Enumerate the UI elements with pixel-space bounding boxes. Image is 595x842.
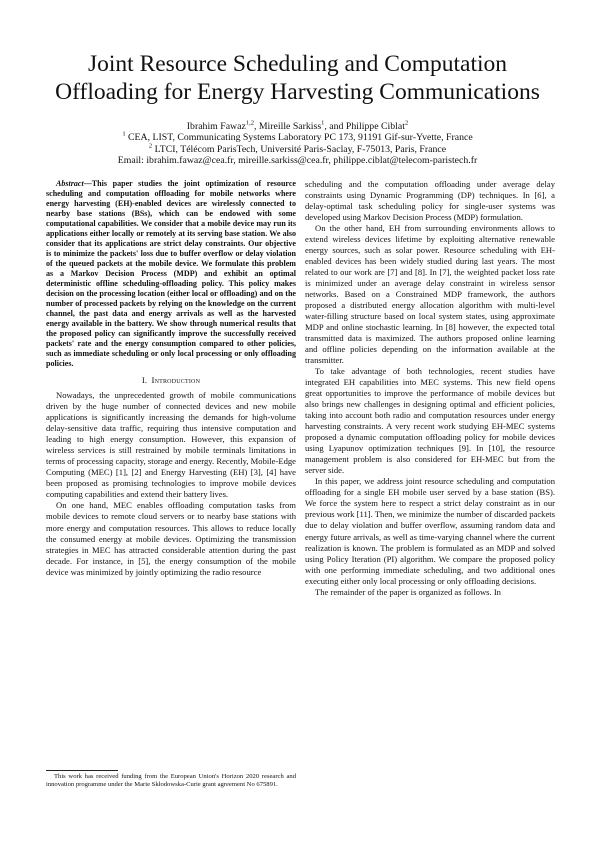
affiliation-2 [30,144,565,155]
affiliation-1 [30,132,565,143]
abstract [46,179,296,369]
footnote-divider [46,770,118,771]
author-3-affil: 2 [404,119,409,127]
author-1: Ibrahim Fawaz [186,121,246,132]
paper-title [30,50,565,106]
funding-footnote: This work has received funding from the European Union's Horizon 2020 research and innovation programme under the Marie Skłodowska-Curie grant agreement No 675891. [46,773,296,789]
paper-title-line-1: Joint Resource Scheduling and Computation [87,51,508,77]
body-paragraph: scheduling and the computation offloading under average delay constraints using Dynamic Programming (DP) techniques. In [6], a delay-optimal task scheduling policy for single-user systems was developed using Markov Decision Process (MDP) formulation. [305,179,555,223]
body-paragraph: On the other hand, EH from surrounding environments allows to extend wireless devices lifetime by exploiting alternative renewable energy sources, such as solar power. Resource scheduling with EH-enabled devices has been widely studied during last years. The most related to our work are [7] and [8]. In [7], the weighted packet loss rate is minimized under an average delay constraint in wireless sensor networks. Based on a Constrained MDP framework, the authors proposed a distributed energy allocation algorithm with multi-level water-filling structure based on local system states, using approximate MDP and online stochastic learning. In [8] however, the expected total transmitted data is maximized. The authors proposed online learning and offline policies depending on the information available at the transmitter. [305,223,555,366]
affiliation-2-marker: 2 [148,142,153,150]
author-2-affil: 1 [321,119,325,127]
left-column [46,179,296,578]
body-paragraph: On one hand, MEC enables offloading computation tasks from mobile devices to remote cloud servers or to nearby base stations with more energy and computation resources. This allows to reduce locally the consumed energy at mobile devices. Optimizing the transmission strategies in MEC has attracted considerable attention during the past decade. For instance, in [5], the energy consumption of the mobile device was minimized by jointly optimizing the radio resource [46,500,296,577]
abstract-text: —This paper studies the joint optimization of resource scheduling and computation offloading for mobile networks where energy harvesting (EH)-enabled devices are wirelessly connected to nearby base stations (BSs), which can be endowed with some computational capabilities. We consider that a mobile device may run its applications either locally or remotely at its serving base station. We also consider that its applications are strict delay constraints. Our objective is to minimize the packets' loss due to buffer overflow or delay violation of the queued packets at the mobile device. We formulate this problem as a Markov Decision Process (MDP) and exhibit an optimal deterministic offline scheduling-offloading policy. This policy makes decision on the processing location (either local or offloading) and on the number of processed packets by relying on the knowledge on the current channel, the past data and energy arrivals as well as the harvested energy available in the battery. We show through numerical results that the proposed policy can significantly improve the successfully received packets' rate and the energy consumption compared to other policies, such as immediate scheduling or only local processing or only offloading policies. [46,179,296,369]
paper-title-line-2: Offloading for Energy Harvesting Communications [55,79,540,105]
affiliation-1-text: CEA, LIST, Communicating Systems Laboratory PC 173, 91191 Gif-sur-Yvette, France [125,132,473,144]
section-heading-introduction [46,375,296,386]
author-block [30,121,565,167]
author-2: , Mireille Sarkiss [253,121,322,132]
body-paragraph: Nowadays, the unprecedented growth of mobile communications driven by the huge number of connected devices and new mobile applications is significantly increasing the demands for high-volume delay-sensitive data traffic, requiring thus intensive computation and leading to high energy consumption. However, this expansion of wireless services is still restrained by mobile terminals limitations in terms of processing capacity, storage and energy. Recently, Mobile-Edge Computing (MEC) [1], [2] and Energy Harvesting (EH) [3], [4] have been proposed as promising technologies to improve mobile devices computing capabilities and extend their battery lives. [46,390,296,500]
body-paragraph: The remainder of the paper is organized as follows. In [315,586,501,597]
section-title: Introduction [151,375,201,386]
author-1-affil: 1,2 [245,119,254,127]
affiliation-2-text: LTCI, Télécom ParisTech, Université Paris-Saclay, F-75013, Paris, France [152,143,447,155]
affiliation-1-marker: 1 [122,131,126,139]
author-3: , and Philippe Ciblat [324,121,405,132]
section-number: I. [141,375,148,386]
body-paragraph: In this paper, we address joint resource scheduling and computation offloading for a single EH mobile user served by a base station (BS). We force the system here to respect a strict delay constraint as in our previous work [11]. Then, we minimize the number of discarded packets due to delay violation and buffer overflow, assuming random data and energy future arrivals, as well as time-varying channel where the current realization is known. The problem is formulated as an MDP and solved using Policy Iteration (PI) algorithm. We compare the proposed policy with one performing immediate scheduling, and two additional ones executing either only local processing or only offloading decisions. [305,476,555,586]
author-names [30,121,565,132]
author-emails: Email: ibrahim.fawaz@cea.fr, mireille.sarkiss@cea.fr, philippe.ciblat@telecom-paristech.fr [117,155,478,167]
right-column [305,179,555,598]
abstract-label: Abstract [56,179,84,188]
body-paragraph: To take advantage of both technologies, recent studies have integrated EH capabilities into MEC systems. This new field opens great opportunities to improve the performance of mobile devices but also brings new challenges in designing optimal and efficient policies, taking into account both radio and computation resources under energy harvesting constraints. A very recent work studying EH-MEC systems proposed a dynamic computation offloading policy for mobile devices using Lyapunov optimization techniques [9]. In [10], the resource management problem is also considered for EH-MEC but from the server side. [305,366,555,476]
